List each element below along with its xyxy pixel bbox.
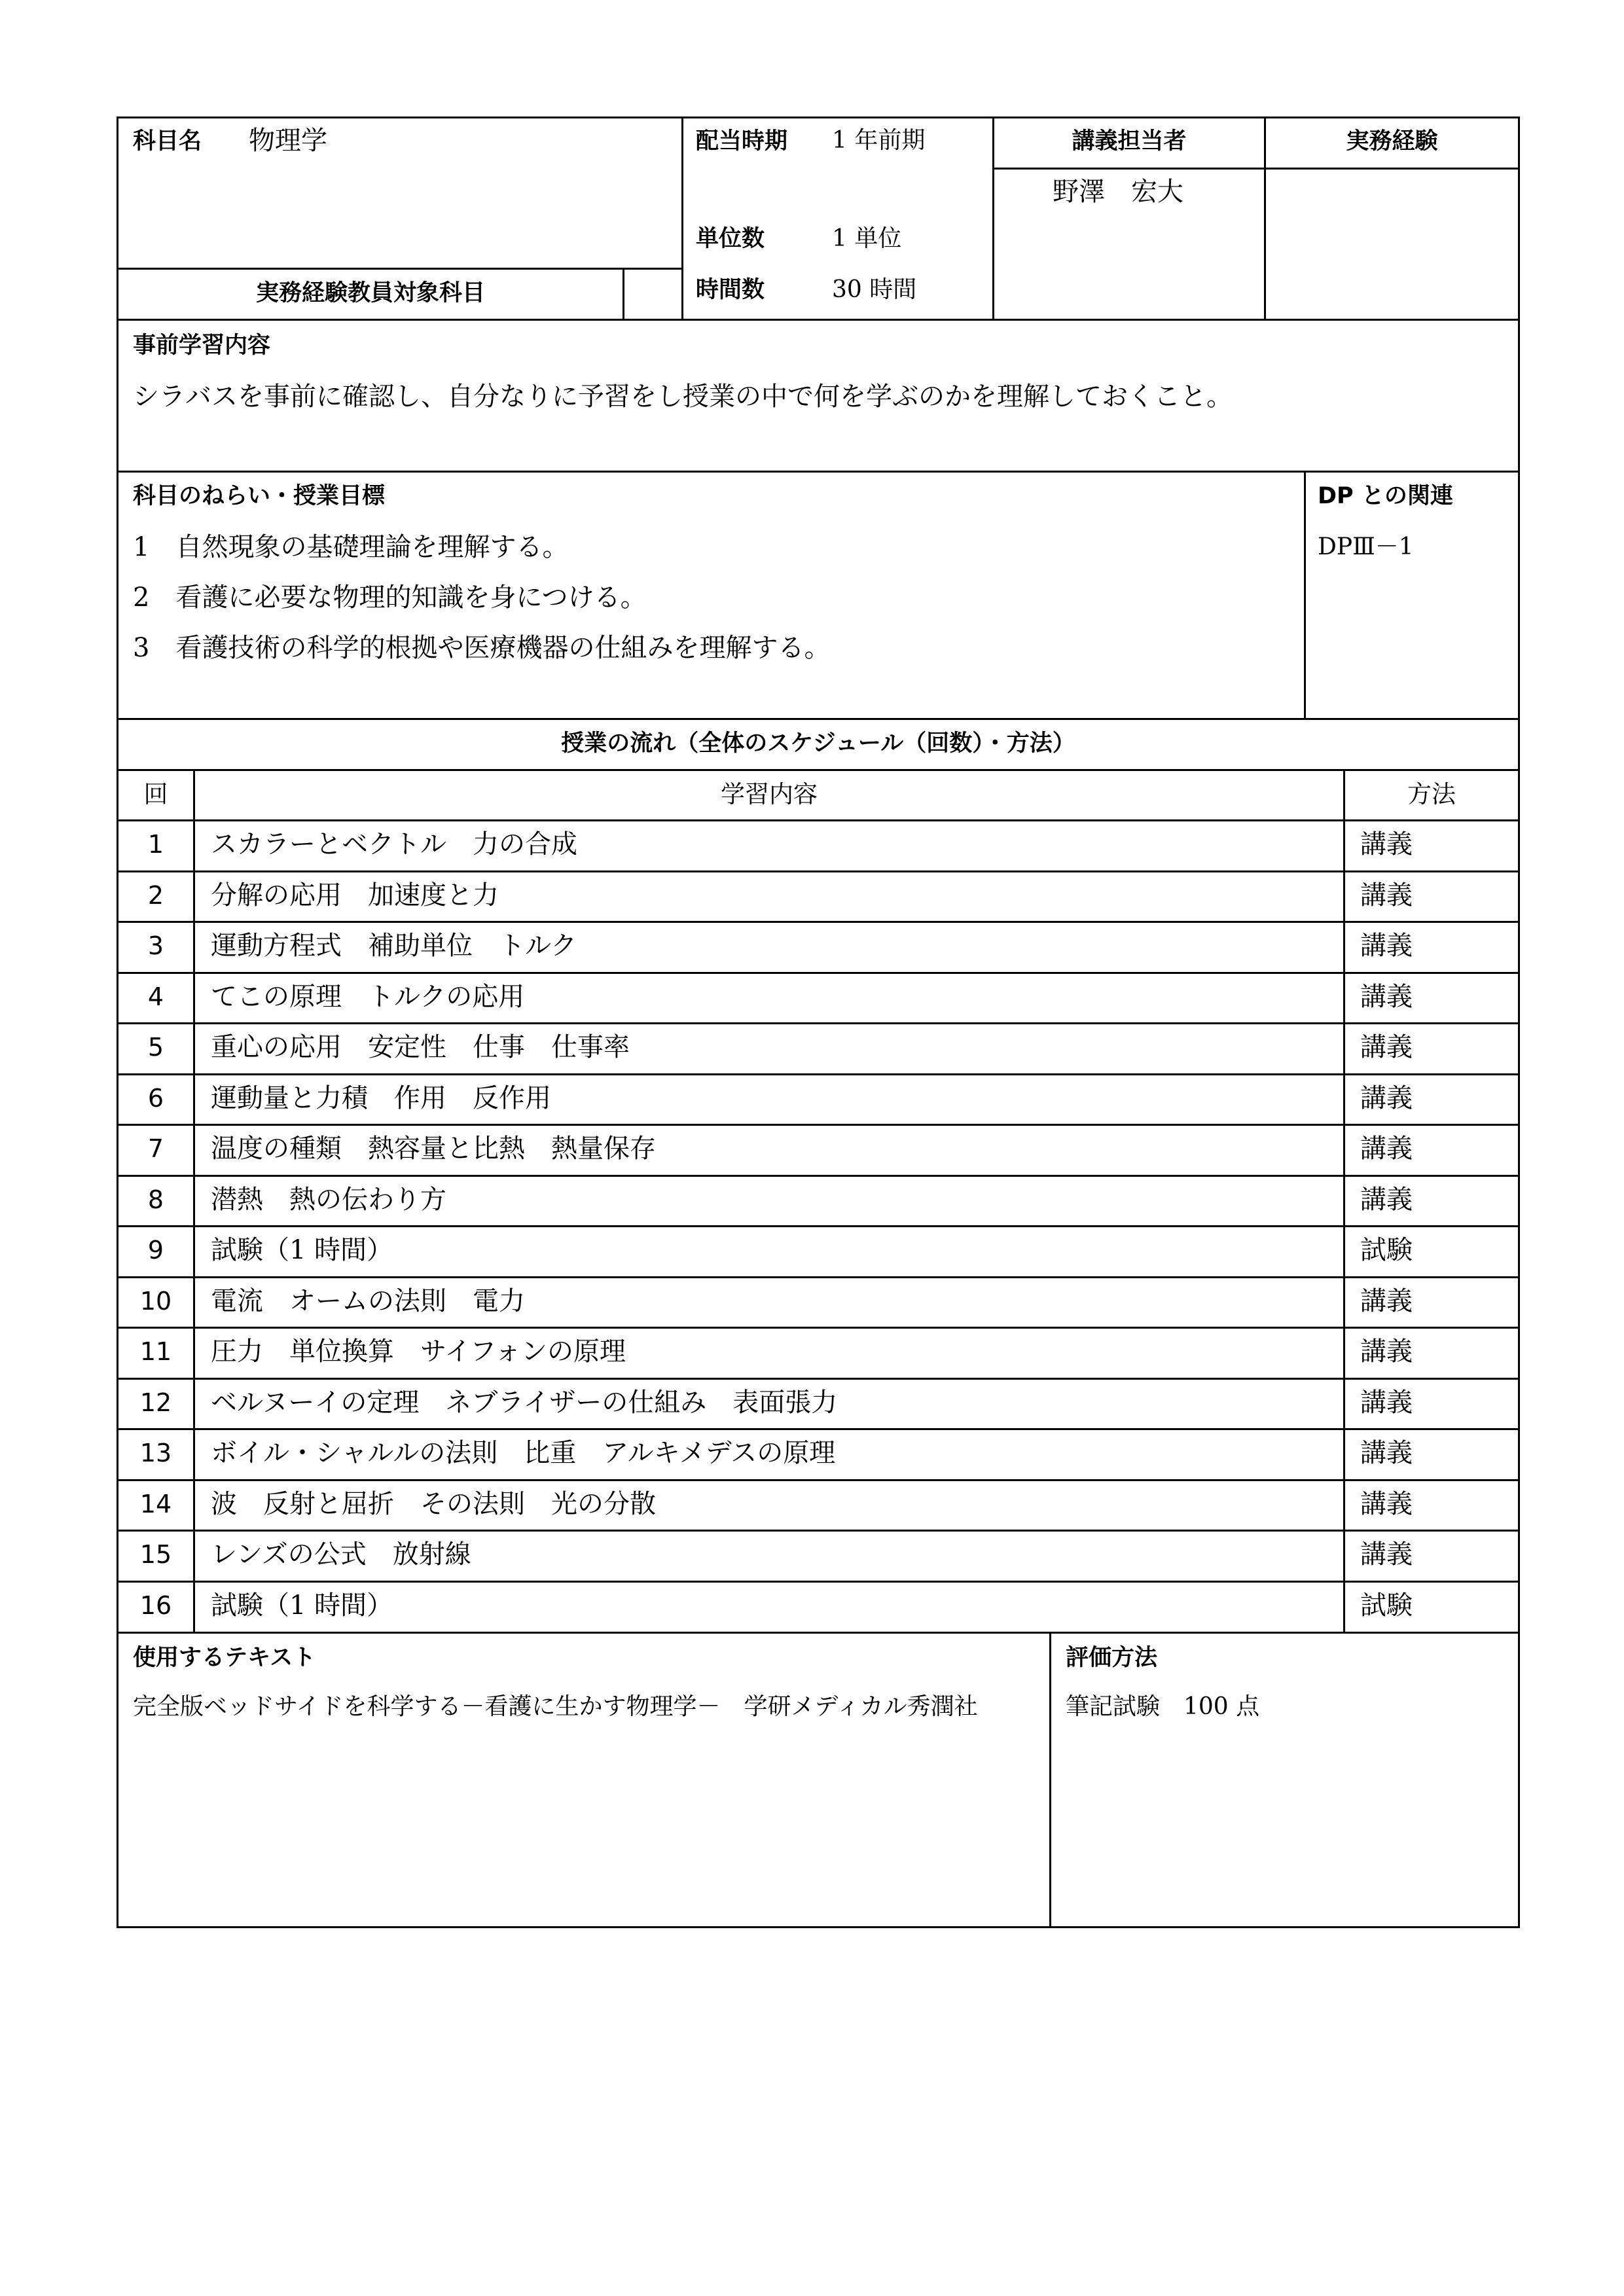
row-method: 講義 <box>1360 1336 1413 1367</box>
row-content: てこの原理 トルクの応用 <box>211 982 525 1012</box>
period-value: 1 年前期 <box>832 127 926 154</box>
col-header-content: 学習内容 <box>721 780 818 808</box>
row-content: 電流 オームの法則 電力 <box>211 1286 525 1316</box>
goal-item: 2 看護に必要な物理的知識を身につける。 <box>133 583 647 613</box>
dp-label: DP との関連 <box>1318 483 1453 509</box>
credits-value: 1 単位 <box>832 225 902 252</box>
goal-item: 1 自然現象の基礎理論を理解する。 <box>133 532 569 562</box>
row-content: 試験（1 時間） <box>211 1590 393 1621</box>
hours-label: 時間数 <box>696 277 765 303</box>
row-content: 運動方程式 補助単位 トルク <box>211 931 577 961</box>
row-content: 試験（1 時間） <box>211 1235 393 1265</box>
subject-label: 科目名 <box>133 128 202 154</box>
experience-label: 実務経験 <box>1346 128 1438 154</box>
row-number: 16 <box>139 1591 172 1620</box>
row-content: 運動量と力積 作用 反作用 <box>211 1083 551 1113</box>
instructor-value: 野澤 宏大 <box>1053 177 1183 207</box>
row-method: 講義 <box>1360 1185 1413 1215</box>
row-method: 講義 <box>1360 1032 1413 1062</box>
row-number: 2 <box>147 881 164 910</box>
row-content: 潜熱 熱の伝わり方 <box>211 1185 446 1215</box>
row-method: 講義 <box>1360 982 1413 1012</box>
row-number: 12 <box>139 1388 172 1417</box>
goal-item: 3 看護技術の科学的根拠や医療機器の仕組みを理解する。 <box>133 633 831 663</box>
textbook-label: 使用するテキスト <box>133 1645 316 1671</box>
textbook-text: 完全版ベッドサイドを科学する－看護に生かす物理学－ 学研メディカル秀潤社 <box>133 1693 978 1720</box>
row-number: 15 <box>139 1540 172 1569</box>
col-header-method: 方法 <box>1407 780 1456 808</box>
subject-value: 物理学 <box>249 126 327 156</box>
evaluation-label: 評価方法 <box>1066 1645 1158 1671</box>
row-content: 波 反射と屈折 その法則 光の分散 <box>211 1489 656 1519</box>
col-header-number: 回 <box>143 780 168 808</box>
row-method: 講義 <box>1360 880 1413 910</box>
row-content: レンズの公式 放射線 <box>211 1539 471 1570</box>
prep-label: 事前学習内容 <box>133 332 271 359</box>
dp-value: DPⅢ－1 <box>1318 533 1414 560</box>
row-number: 5 <box>147 1033 164 1062</box>
row-content: 重心の応用 安定性 仕事 仕事率 <box>211 1032 630 1062</box>
row-method: 講義 <box>1360 931 1413 961</box>
row-content: 圧力 単位換算 サイフォンの原理 <box>211 1336 626 1367</box>
row-method: 講義 <box>1360 1539 1413 1570</box>
hours-value: 30 時間 <box>832 276 917 303</box>
row-method: 講義 <box>1360 1388 1413 1418</box>
row-method: 講義 <box>1360 1489 1413 1519</box>
row-content: ベルヌーイの定理 ネブライザーの仕組み 表面張力 <box>211 1388 838 1418</box>
row-content: ボイル・シャルルの法則 比重 アルキメデスの原理 <box>211 1438 836 1468</box>
row-number: 6 <box>147 1084 164 1113</box>
row-number: 3 <box>147 931 164 960</box>
evaluation-text: 筆記試験 100 点 <box>1066 1693 1260 1720</box>
prep-text: シラバスを事前に確認し、自分なりに予習をし授業の中で何を学ぶのかを理解しておくこと。 <box>133 382 1233 412</box>
instructor-label: 講義担当者 <box>1072 128 1187 154</box>
row-method: 試験 <box>1360 1590 1413 1621</box>
row-number: 8 <box>147 1185 164 1214</box>
row-method: 試験 <box>1360 1235 1413 1265</box>
row-number: 11 <box>139 1337 172 1366</box>
row-number: 1 <box>147 830 164 859</box>
row-method: 講義 <box>1360 1134 1413 1164</box>
schedule-title: 授業の流れ（全体のスケジュール（回数）・方法） <box>561 730 1075 757</box>
row-method: 講義 <box>1360 1286 1413 1316</box>
row-number: 9 <box>147 1236 164 1265</box>
goals-label: 科目のねらい・授業目標 <box>133 483 386 509</box>
row-method: 講義 <box>1360 829 1413 859</box>
row-content: スカラーとベクトル 力の合成 <box>211 829 577 859</box>
period-label: 配当時期 <box>696 128 788 154</box>
practical-subject-label: 実務経験教員対象科目 <box>255 280 485 306</box>
row-number: 7 <box>147 1134 164 1163</box>
row-content: 分解の応用 加速度と力 <box>211 880 499 910</box>
row-number: 13 <box>139 1439 172 1467</box>
row-method: 講義 <box>1360 1083 1413 1113</box>
row-number: 10 <box>139 1287 172 1316</box>
credits-label: 単位数 <box>696 226 765 252</box>
row-number: 14 <box>139 1490 172 1518</box>
row-method: 講義 <box>1360 1438 1413 1468</box>
row-number: 4 <box>147 982 164 1011</box>
row-content: 温度の種類 熱容量と比熱 熱量保存 <box>211 1134 656 1164</box>
